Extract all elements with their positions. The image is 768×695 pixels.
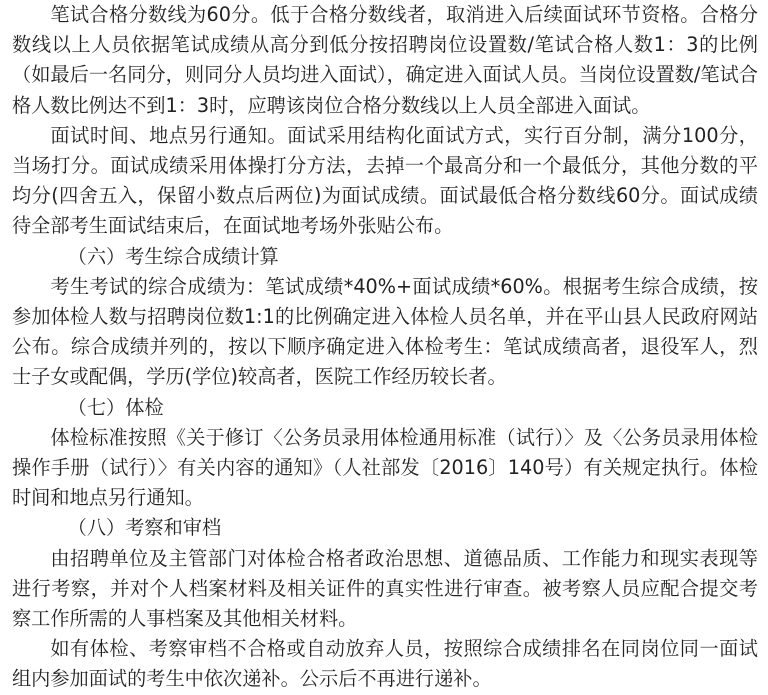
section-heading-physical-exam: （七）体检 [67, 395, 164, 419]
section-heading-inspection-and-file-review: （八）考察和审档 [67, 516, 222, 540]
paragraph-physical-exam-standard: 体检标准按照《关于修订〈公务员录用体检通用标准（试行）〉及〈公务员录用体检操作手册（试行）〉有关内容的通知》（人社部发〔2016〕140号）有关规定执行。体检时间和地点另行通知。 [12, 425, 758, 510]
paragraph-written-exam-passing-score: 笔试合格分数线为60分。低于合格分数线者，取消进入后续面试环节资格。合格分数线以上人员依据笔试成绩从高分到低分按招聘岗位设置数/笔试合格人数1：3的比例（如最后一名同分，则同分人员均进入面试），确定进入面试人员。当岗位设置数/笔试合格人数比例达不到1：3时，应聘该岗位合格分数线以上人员全部进入面试。 [12, 3, 758, 117]
paragraph-composite-score-calculation: 考生考试的综合成绩为：笔试成绩*40%+面试成绩*60%。根据考生综合成绩，按参加体检人数与招聘岗位数1:1的比例确定进入体检人员名单，并在平山县人民政府网站公布。综合成绩并列的，按以下顺序确定进入体检考生：笔试成绩高者，退役军人，烈士子女或配偶，学历(学位)较高者，医院工作经历较长者。 [12, 274, 758, 389]
paragraph-interview-arrangement: 面试时间、地点另行通知。面试采用结构化面试方式，实行百分制，满分100分，当场打分。面试成绩采用体操打分方法，去掉一个最高分和一个最低分，其他分数的平均分(四舍五入，保留小数点后两位)为面试成绩。面试最低合格分数线60分。面试成绩待全部考生面试结束后，在面试地考场外张贴公布。 [12, 123, 758, 238]
section-heading-composite-score: （六）考生综合成绩计算 [67, 244, 279, 268]
paragraph-substitution-rule: 如有体检、考察审档不合格或自动放弃人员，按照综合成绩排名在同岗位同一面试组内参加面试的考生中依次递补。公示后不再进行递补。 [12, 637, 758, 691]
paragraph-inspection-process: 由招聘单位及主管部门对体检合格者政治思想、道德品质、工作能力和现实表现等进行考察，并对个人档案材料及相关证件的真实性进行审查。被考察人员应配合提交考察工作所需的人事档案及其他相关材料。 [12, 546, 758, 631]
